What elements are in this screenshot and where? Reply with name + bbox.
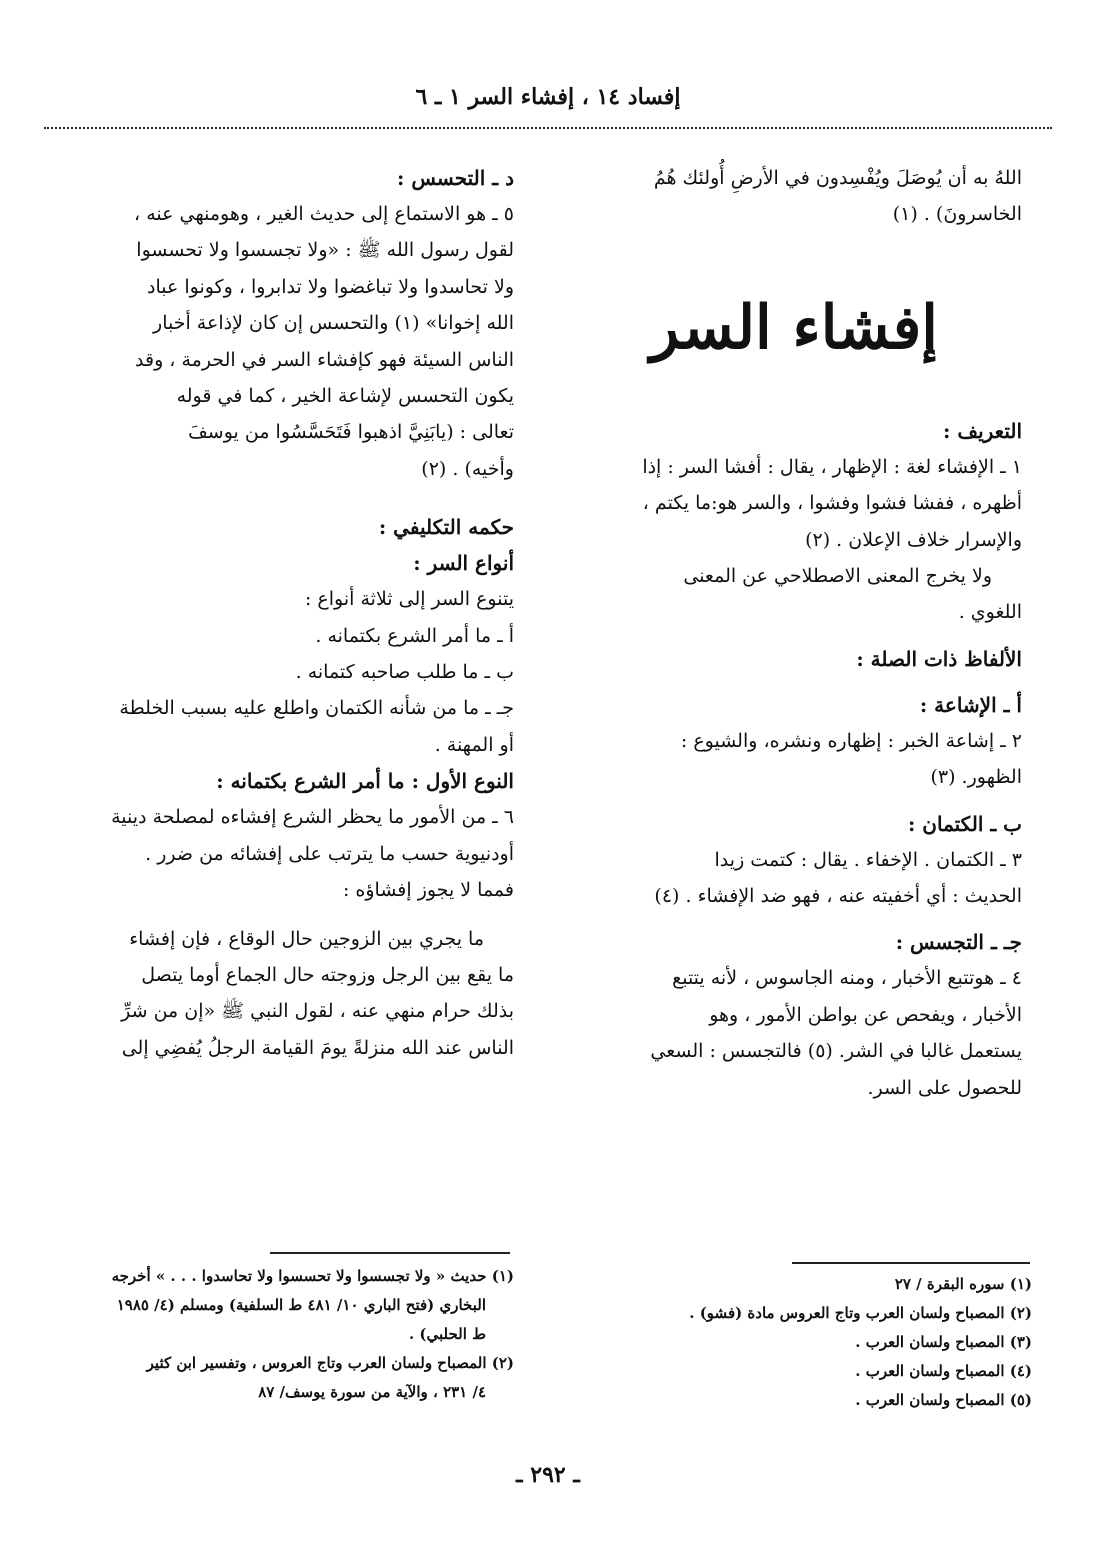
right-column [566,160,1022,1106]
paragraph-line: للحصول على السر. [867,1076,1022,1099]
paragraph-line: الحديث : أي أخفيته عنه ، فهو ضد الإفشاء . (٤) [654,885,1022,908]
definition-heading: التعريف : [943,418,1022,443]
footnote-rule-left [270,1252,510,1254]
footnote: (٤) المصباح ولسان العرب . [855,1362,1032,1380]
paragraph-line: اللغوي . [958,601,1022,624]
subheading-tajassus: جـ ـ التجسس : [895,930,1022,955]
footnotes-left [44,1262,514,1407]
paragraph-line: يكون التحسس لإشاعة الخير ، كما في قوله [176,385,514,408]
paragraph-line: ما يقع بين الرجل وزوجته حال الجماع أوما يتصل [141,963,514,986]
intro-line: الخاسرونَ) . (١) [892,203,1022,226]
paragraph-line: ٥ ـ هو الاستماع إلى حديث الغير ، وهومنهي عنه ، [134,203,514,225]
ruling-heading: حكمه التكليفي : [378,515,514,540]
section-title: إفشاء السر [650,292,938,363]
paragraph-line: فمما لا يجوز إفشاؤه : [342,879,514,902]
paragraph-line: ٢ ـ إشاعة الخبر : إظهاره ونشره، والشيوع : [680,729,1022,752]
paragraph-line: ٤ ـ هوتتبع الأخبار ، ومنه الجاسوس ، لأنه يتتبع [672,967,1022,990]
footnote: (٢) المصباح ولسان العرب وتاج العروس ، وتفسير ابن كثير [146,1354,514,1372]
paragraph-line: ٦ ـ من الأمور ما يحظر الشرع إفشاءه لمصلحة دينية [111,806,514,829]
footnote: (١) سوره البقرة / ٢٧ [894,1275,1032,1293]
paragraph-line: الناس السيئة فهو كإفشاء السر في الحرمة ، وقد [135,348,514,371]
paragraph-line: والإسرار خلاف الإعلان . (٢) [805,528,1022,551]
footnote: (٥) المصباح ولسان العرب . [855,1391,1032,1409]
paragraph-line: الظهور. (٣) [930,766,1022,789]
paragraph-line: أو المهنة . [434,733,514,756]
paragraph-line: ولا تحاسدوا ولا تباغضوا ولا تدابروا ، وكونوا عباد [147,275,514,298]
types-heading: أنواع السر : [413,551,514,576]
spacer [44,487,514,499]
paragraph-line: ١ ـ الإفشاء لغة : الإظهار ، يقال : أفشا السر : إذا [642,455,1022,478]
first-type-heading: النوع الأول : ما أمر الشرع بكتمانه : [216,769,514,794]
header-dotted-rule [44,127,1052,129]
list-item: ب ـ ما طلب صاحبه كتمانه . [295,661,514,684]
paragraph-line: يستعمل غالبا في الشر. (٥) فالتجسس : السعي [650,1040,1022,1063]
paragraph-line: ٣ ـ الكتمان . الإخفاء . يقال : كتمت زيدا [714,848,1022,871]
paragraph-line: الله إخوانا» (١) والتحسس إن كان لإذاعة أخبار [153,312,514,335]
footnote: (٢) المصباح ولسان العرب وتاج العروس مادة (فشو) . [689,1304,1032,1322]
running-head: إفساد ١٤ ، إفشاء السر ١ ـ ٦ [415,84,681,110]
paragraph-line: تعالى : (يابَنِيَّ اذهبوا فَتَحَسَّسُوا من يوسفَ [188,421,514,444]
related-terms-heading: الألفاظ ذات الصلة : [856,646,1022,671]
footnotes-right [600,1270,1032,1415]
paragraph-line: ولا يخرج المعنى الاصطلاحي عن المعنى [683,565,992,588]
paragraph-line: ما يجري بين الزوجين حال الوقاع ، فإن إفشاء [129,927,484,950]
paragraph-line: الناس عند الله منزلةً يومَ القيامة الرجلُ يُفضِي إلى [121,1036,514,1059]
footnote: (٣) المصباح ولسان العرب . [855,1333,1032,1351]
subheading-tahassus: د ـ التحسس : [397,166,514,190]
list-item: أ ـ ما أمر الشرع بكتمانه . [315,624,514,647]
list-item: جـ ـ ما من شأنه الكتمان واطلع عليه بسبب الخلطة [119,697,514,720]
left-column [44,160,514,1066]
paragraph-line: بذلك حرام منهي عنه ، لقول النبي ﷺ «إن من شرِّ [121,1000,514,1023]
page-number: ـ ٢٩٢ ـ [516,1462,580,1488]
paragraph-line: الأخبار ، ويفحص عن بواطن الأمور ، وهو [709,1003,1022,1026]
paragraph-line: يتنوع السر إلى ثلاثة أنواع : [304,588,514,611]
footnote-continuation: ٤/ ٢٣١ ، والآية من سورة يوسف/ ٨٧ [258,1383,486,1401]
footnote-continuation: البخاري (فتح الباري ١٠/ ٤٨١ ط السلفية) ومسلم (٤/ ١٩٨٥ [116,1296,486,1314]
footnote: (١) حديث « ولا تجسسوا ولا تحسسوا ولا تحاسدوا . . . » أخرجه [111,1267,514,1285]
footnote-continuation: ط الحلبي) . [408,1325,486,1343]
spacer [44,909,514,921]
subheading-kitman: ب ـ الكتمان : [907,811,1022,836]
intro-line: اللهُ به أن يُوصَلَ ويُفْسِدون في الأرضِ أُولئك هُمُ [653,167,1022,189]
subheading-ishaa: أ ـ الإشاعة : [919,692,1022,717]
paragraph-line: وأخيه) . (٢) [421,457,514,480]
footnote-rule-right [792,1262,1030,1264]
paragraph-line: لقول رسول الله ﷺ : «ولا تجسسوا ولا تحسسوا [136,239,514,262]
paragraph-line: أودنيوية حسب ما يترتب على إفشائه من ضرر . [145,842,514,865]
paragraph-line: أظهره ، ففشا فشوا وفشوا ، والسر هو:ما يكتم ، [642,492,1022,515]
